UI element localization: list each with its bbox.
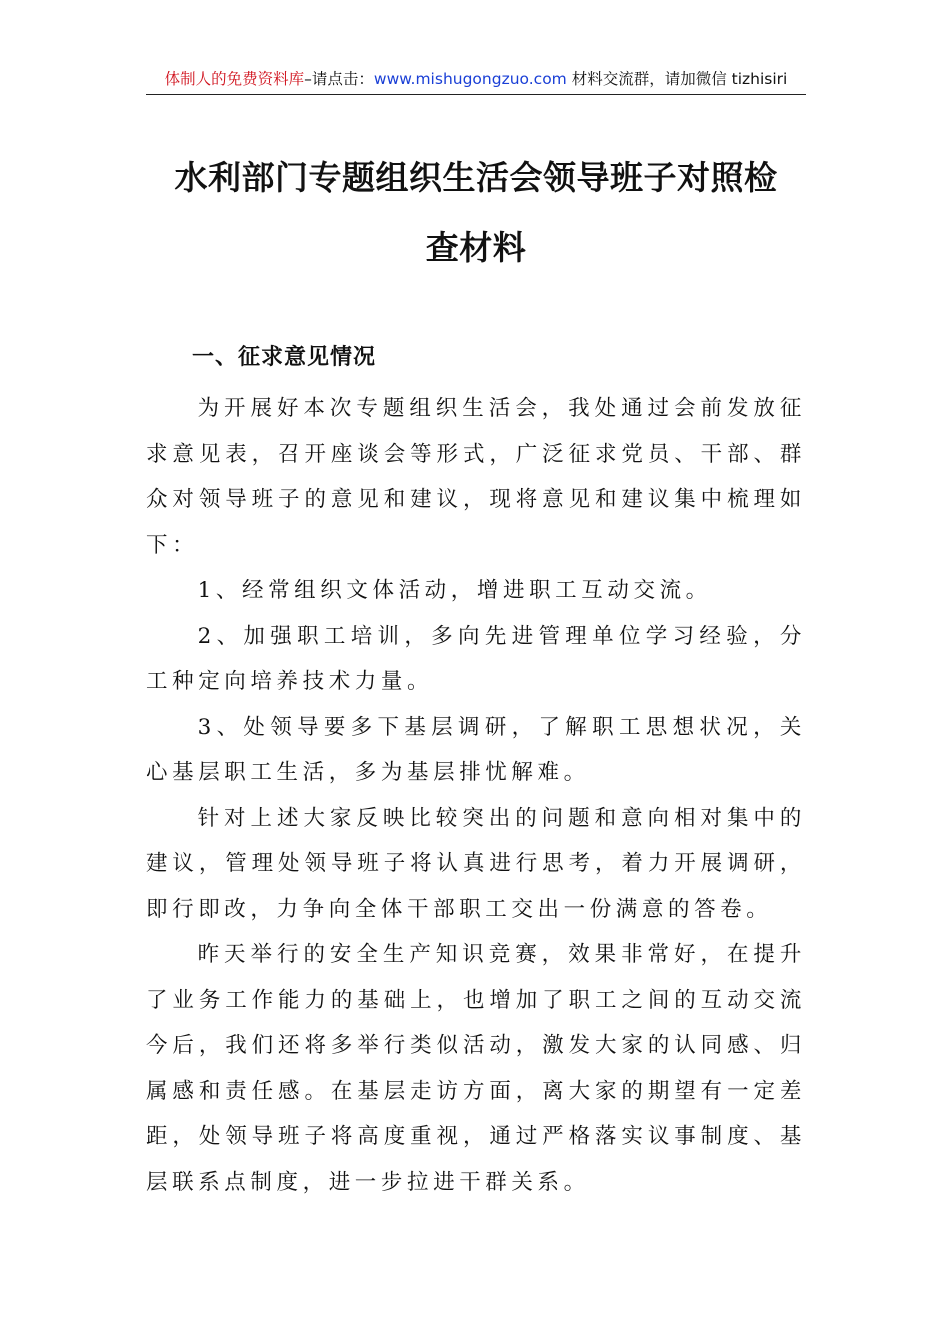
document-body <box>146 386 806 1205</box>
document-title-line-2: 查材料 <box>425 228 527 267</box>
header-prompt: –请点击： <box>304 70 374 88</box>
header-brand-link[interactable]: 体制人的免费资料库 <box>164 70 305 88</box>
section-heading: 一、征求意见情况 <box>192 345 377 370</box>
header-contact-text: 材料交流群，请加微信 tizhisiri <box>566 70 788 88</box>
paragraph-item-3: 3、处领导要多下基层调研，了解职工思想状况，关心基层职工生活，多为基层排忧解难。 <box>146 714 806 785</box>
paragraph-followup: 昨天举行的安全生产知识竞赛，效果非常好，在提升了业务工作能力的基础上，也增加了职工之间的互动交流今后，我们还将多举行类似活动，激发大家的认同感、归属感和责任感。在基层走访方面，离大家的期望有一定差距，处领导班子将高度重视，通过严格落实议事制度、基层联系点制度，进一步拉进干群关系。 <box>146 942 806 1195</box>
paragraph-item-2: 2、加强职工培训，多向先进管理单位学习经验，分工种定向培养技术力量。 <box>146 623 806 694</box>
page-header <box>146 66 806 95</box>
document-title-line-1: 水利部门专题组织生活会领导班子对照检 <box>174 158 778 197</box>
paragraph-intro: 为开展好本次专题组织生活会，我处通过会前发放征求意见表，召开座谈会等形式，广泛征求党员、干部、群众对领导班子的意见和建议，现将意见和建议集中梳理如下： <box>146 396 806 558</box>
paragraph-item-1: 1、经常组织文体活动，增进职工互动交流。 <box>197 578 712 603</box>
header-url-link[interactable]: www.mishugongzuo.com <box>373 70 567 88</box>
paragraph-response: 针对上述大家反映比较突出的问题和意向相对集中的建议，管理处领导班子将认真进行思考，着力开展调研，即行即改，力争向全体干部职工交出一份满意的答卷。 <box>146 805 806 922</box>
